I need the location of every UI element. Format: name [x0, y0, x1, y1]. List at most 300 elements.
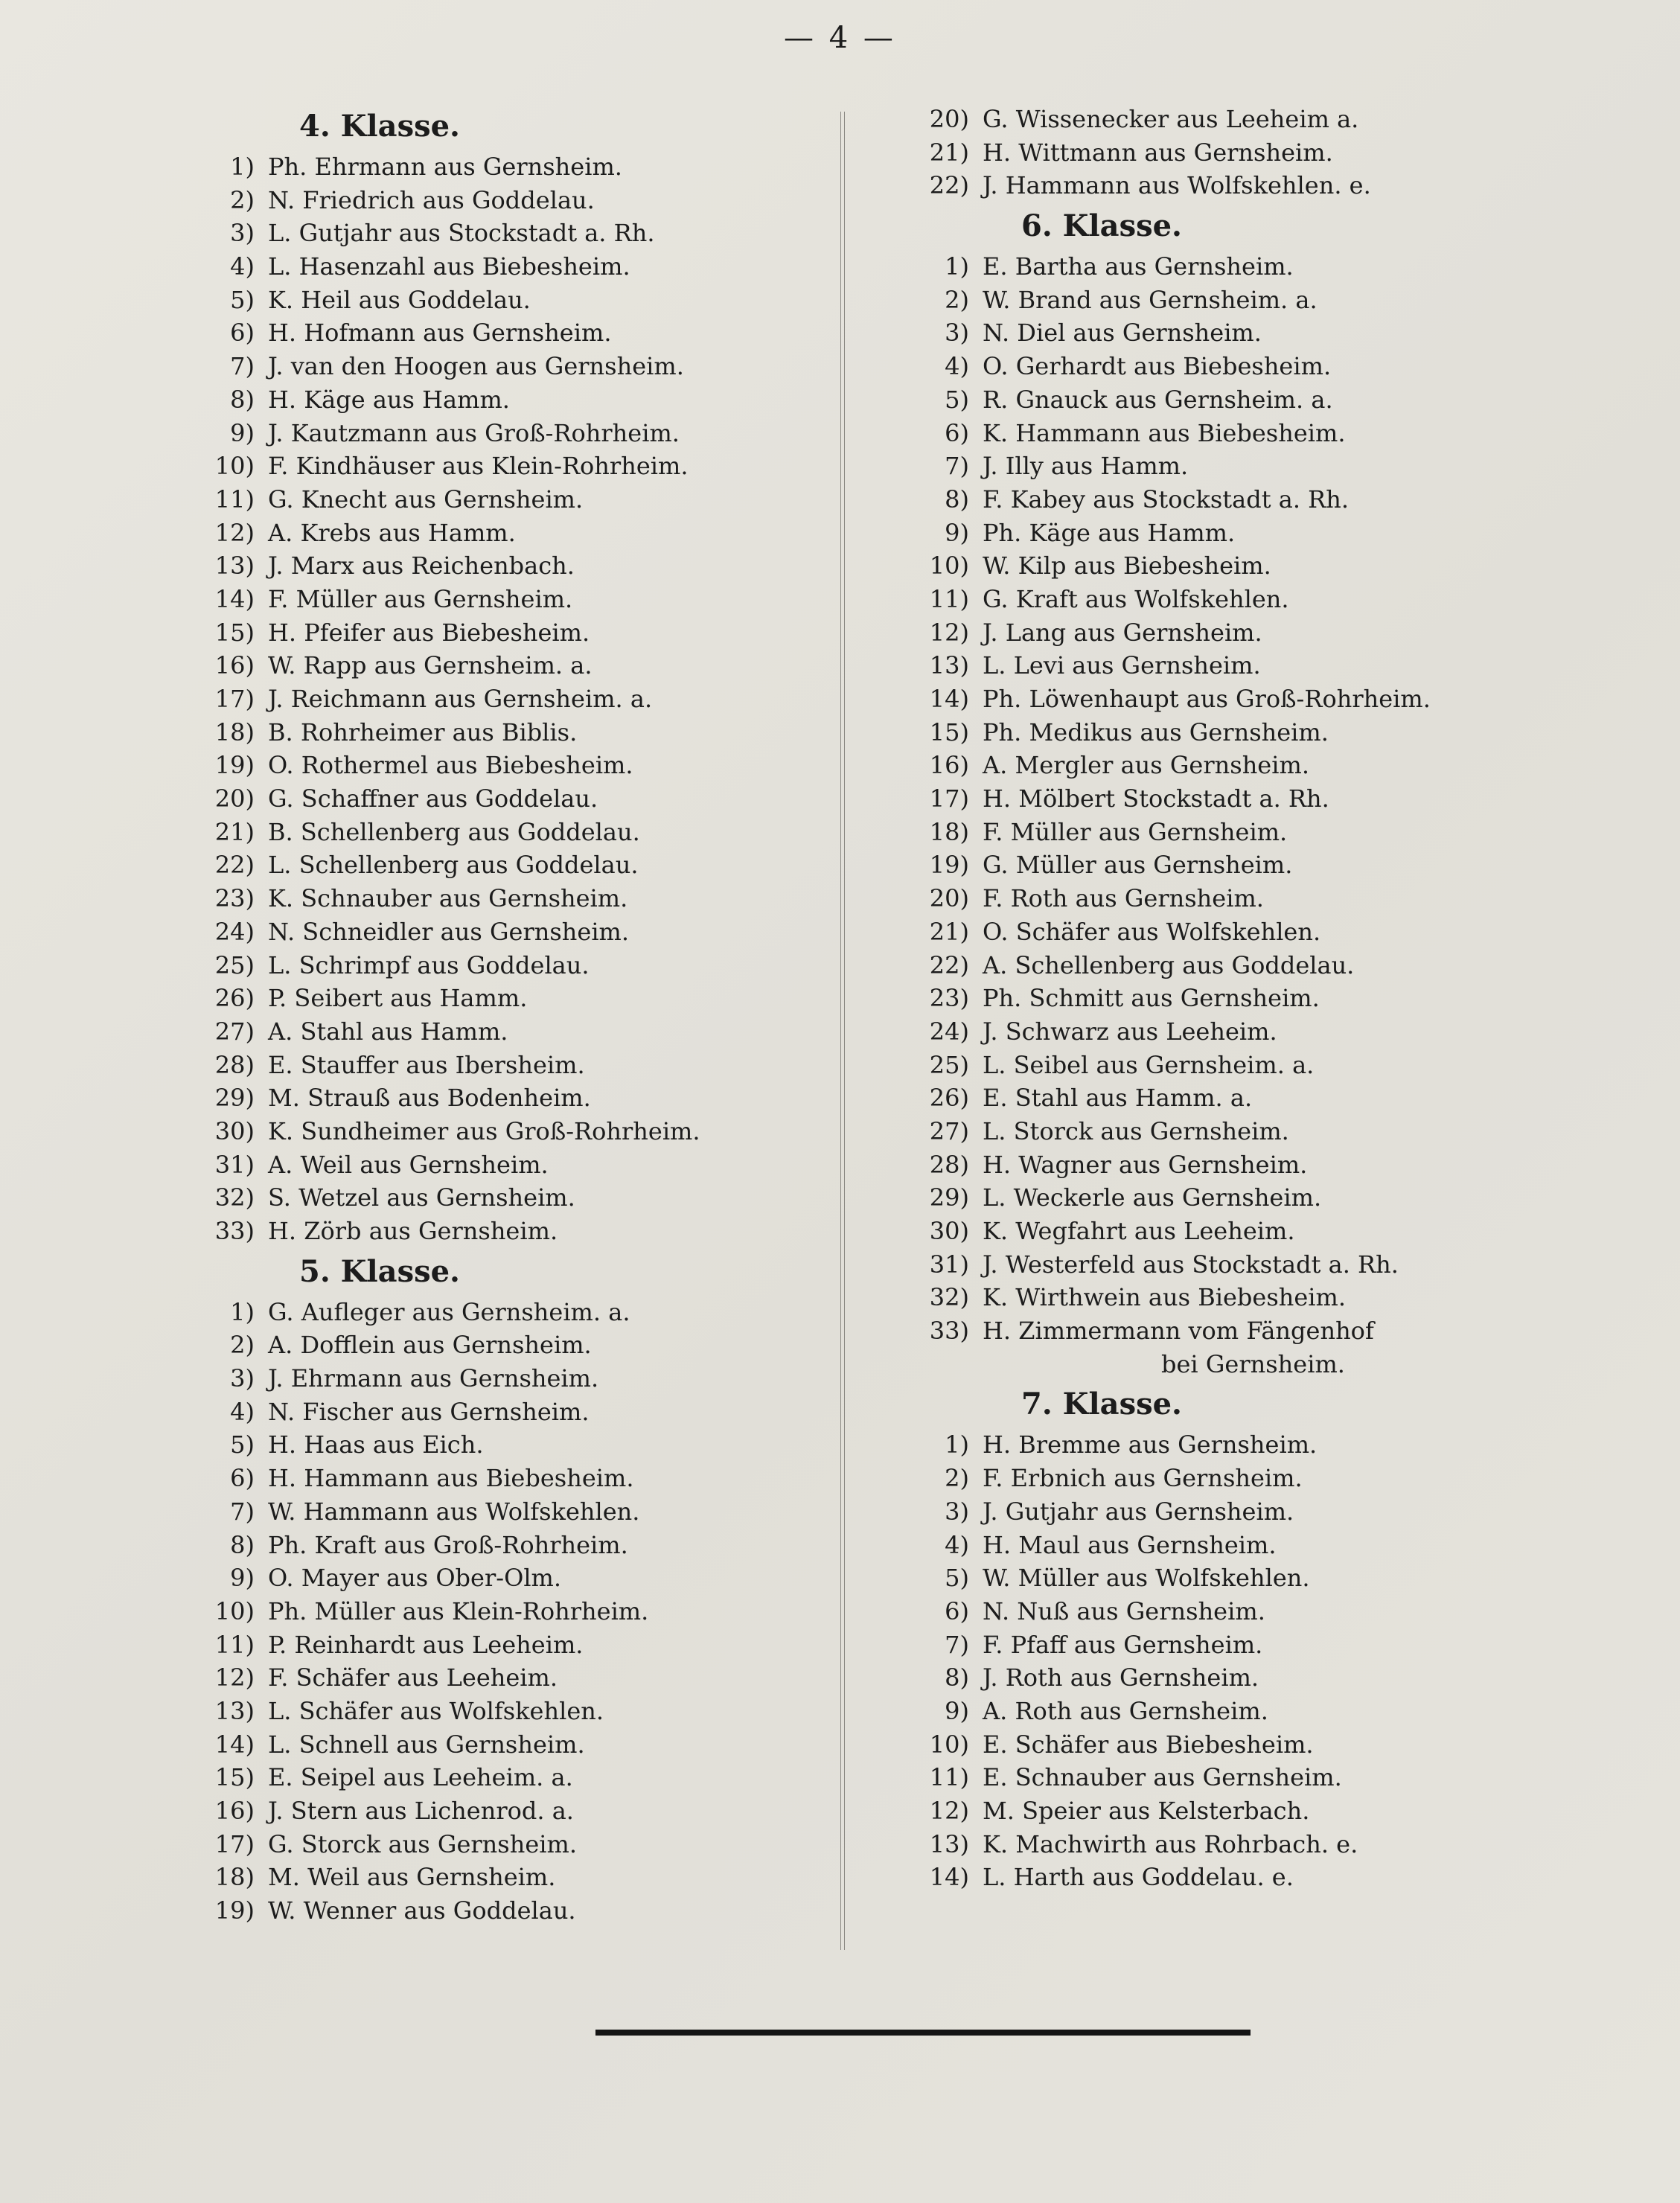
entry-number: 26) [214, 984, 255, 1013]
list-item [186, 1115, 782, 1148]
entry-name: P. Reinhardt aus Leeheim. [268, 1630, 584, 1659]
list-item [901, 1148, 1571, 1182]
entry-name: A. Krebs aus Hamm. [268, 518, 516, 547]
entry-name: J. Reichmann aus Gernsheim. a. [268, 685, 653, 713]
entry-name: F. Müller aus Gernsheim. [268, 584, 573, 613]
list-item [186, 749, 782, 782]
entry-name: A. Dofflein aus Gernsheim. [268, 1331, 592, 1360]
entry-name: N. Schneidler aus Gernsheim. [268, 917, 630, 946]
list-item [901, 1628, 1571, 1662]
list-item [901, 1049, 1571, 1082]
list-item [901, 250, 1571, 284]
list-klasse-4 [186, 150, 782, 1248]
entry-number: 12) [214, 1663, 255, 1692]
entry-name: S. Wetzel aus Gernsheim. [268, 1183, 575, 1212]
list-item [186, 1861, 782, 1894]
list-item [186, 1181, 782, 1215]
entry-name: L. Schnell aus Gernsheim. [268, 1730, 585, 1759]
entry-name: L. Harth aus Goddelau. e. [983, 1863, 1294, 1892]
list-klasse-5 [186, 1296, 782, 1928]
entry-name: W. Brand aus Gernsheim. a. [983, 285, 1318, 314]
entry-name: L. Levi aus Gernsheim. [983, 651, 1261, 680]
list-item [186, 949, 782, 982]
entry-number: 11) [929, 584, 969, 613]
list-item [186, 1015, 782, 1049]
entry-number: 7) [230, 1497, 255, 1526]
list-item [186, 1529, 782, 1562]
entry-number: 25) [929, 1050, 969, 1079]
list-item [901, 1529, 1571, 1562]
entry-name: J. Ehrmann aus Gernsheim. [268, 1364, 599, 1393]
entry-number: 10) [929, 1730, 969, 1759]
entry-number: 33) [929, 1317, 969, 1346]
list-item [186, 1296, 782, 1329]
entry-number: 8) [230, 1530, 255, 1559]
list-item [901, 450, 1571, 483]
entry-number: 20) [929, 105, 969, 133]
list-item-continuation [901, 1348, 1571, 1381]
entry-number: 3) [945, 319, 969, 348]
entry-number: 6) [230, 319, 255, 348]
list-item [186, 1049, 782, 1082]
entry-name: W. Wenner aus Goddelau. [268, 1896, 576, 1925]
entry-name: J. Gutjahr aus Gernsheim. [983, 1497, 1294, 1526]
list-item [186, 1628, 782, 1662]
entry-name: J. Hammann aus Wolfskehlen. e. [983, 171, 1371, 200]
entry-number: 11) [929, 1763, 969, 1792]
list-item [186, 1828, 782, 1861]
entry-name: E. Stauffer aus Ibersheim. [268, 1050, 585, 1079]
entry-number: 8) [945, 485, 969, 514]
entry-name: B. Rohrheimer aus Biblis. [268, 717, 578, 746]
entry-number: 9) [230, 418, 255, 447]
entry-name: G. Storck aus Gernsheim. [268, 1829, 577, 1858]
entry-number: 4) [230, 252, 255, 281]
list-item [901, 882, 1571, 915]
list-item [901, 1794, 1571, 1828]
list-item [901, 1495, 1571, 1529]
entry-number: 3) [230, 1364, 255, 1393]
entry-number: 5) [230, 285, 255, 314]
entry-number: 16) [929, 751, 969, 780]
list-item [186, 1595, 782, 1628]
entry-name: O. Rothermel aus Biebesheim. [268, 751, 633, 780]
entry-name: G. Kraft aus Wolfskehlen. [983, 584, 1289, 613]
entry-number: 21) [929, 917, 969, 946]
list-item [186, 583, 782, 616]
entry-name: J. Kautzmann aus Groß-Rohrheim. [268, 418, 680, 447]
entry-number: 29) [929, 1183, 969, 1212]
entry-number: 19) [214, 1896, 255, 1925]
entry-name: L. Hasenzahl aus Biebesheim. [268, 252, 630, 281]
entry-name: O. Mayer aus Ober-Olm. [268, 1564, 562, 1593]
entry-name: G. Schaffner aus Goddelau. [268, 784, 598, 813]
entry-number: 31) [214, 1150, 255, 1179]
list-item [186, 383, 782, 417]
column-divider [840, 112, 845, 1950]
entry-name: H. Hofmann aus Gernsheim. [268, 319, 612, 348]
entry-name: Ph. Löwenhaupt aus Groß-Rohrheim. [983, 685, 1431, 713]
list-item [186, 1495, 782, 1529]
entry-number: 19) [214, 751, 255, 780]
list-item [901, 1181, 1571, 1215]
list-item [901, 1081, 1571, 1115]
list-item [186, 1894, 782, 1928]
entry-number: 6) [945, 1596, 969, 1625]
list-item [901, 383, 1571, 417]
entry-number: 10) [214, 1596, 255, 1625]
list-item [901, 1861, 1571, 1894]
list-item [901, 417, 1571, 450]
entry-name: A. Mergler aus Gernsheim. [983, 751, 1309, 780]
list-item [901, 616, 1571, 650]
entry-number: 1) [945, 252, 969, 281]
entry-number: 28) [214, 1050, 255, 1079]
entry-number: 9) [230, 1564, 255, 1593]
entry-number: 11) [214, 485, 255, 514]
list-item [186, 848, 782, 882]
list-item [186, 1081, 782, 1115]
entry-number: 14) [929, 1863, 969, 1892]
entry-name: N. Fischer aus Gernsheim. [268, 1397, 590, 1426]
list-item [186, 1148, 782, 1182]
entry-number: 19) [929, 851, 969, 880]
entry-name: J. Stern aus Lichenrod. a. [268, 1797, 574, 1825]
entry-name: Ph. Käge aus Hamm. [983, 518, 1236, 547]
entry-number: 25) [214, 950, 255, 979]
list-item [901, 816, 1571, 849]
entry-number: 7) [945, 452, 969, 481]
entry-name: W. Kilp aus Biebesheim. [983, 551, 1271, 581]
entry-name: A. Roth aus Gernsheim. [983, 1696, 1268, 1725]
entry-name: E. Seipel aus Leeheim. a. [268, 1763, 573, 1792]
list-klasse-7 [901, 1428, 1571, 1894]
entry-name: N. Nuß aus Gernsheim. [983, 1596, 1265, 1625]
list-item [186, 417, 782, 450]
entry-name: Ph. Ehrmann aus Gernsheim. [268, 153, 622, 181]
list-item [901, 1015, 1571, 1049]
entry-name: G. Müller aus Gernsheim. [983, 851, 1293, 880]
entry-name: K. Wegfahrt aus Leeheim. [983, 1217, 1295, 1245]
right-column [901, 103, 1571, 1894]
entry-name: F. Schäfer aus Leeheim. [268, 1663, 558, 1692]
list-item [901, 103, 1571, 136]
list-item [901, 1595, 1571, 1628]
entry-name: H. Maul aus Gernsheim. [983, 1530, 1277, 1559]
entry-number: 2) [230, 185, 255, 214]
entry-name: L. Seibel aus Gernsheim. a. [983, 1050, 1315, 1079]
list-klasse-6 [901, 250, 1571, 1348]
entry-name: H. Haas aus Eich. [268, 1430, 484, 1459]
entry-name: H. Mölbert Stockstadt a. Rh. [983, 784, 1329, 813]
list-item [186, 1661, 782, 1695]
entry-number: 17) [929, 784, 969, 813]
entry-number: 18) [214, 1863, 255, 1892]
entry-number: 2) [230, 1331, 255, 1360]
entry-name: Ph. Schmitt aus Gernsheim. [983, 984, 1320, 1013]
entry-name: K. Sundheimer aus Groß-Rohrheim. [268, 1116, 700, 1145]
entry-number: 5) [945, 385, 969, 414]
entry-name: H. Bremme aus Gernsheim. [983, 1430, 1318, 1459]
entry-number: 5) [945, 1564, 969, 1593]
list-item [901, 583, 1571, 616]
entry-name: L. Schäfer aus Wolfskehlen. [268, 1696, 604, 1725]
entry-name: L. Storck aus Gernsheim. [983, 1116, 1289, 1145]
entry-number: 14) [214, 584, 255, 613]
entry-number: 32) [214, 1183, 255, 1212]
list-item [186, 649, 782, 682]
list-item [186, 150, 782, 184]
list-item [901, 949, 1571, 982]
list-item [186, 882, 782, 915]
entry-number: 12) [214, 518, 255, 547]
entry-name: B. Schellenberg aus Goddelau. [268, 817, 640, 846]
entry-name: W. Rapp aus Gernsheim. a. [268, 651, 593, 680]
entry-number: 33) [214, 1217, 255, 1245]
entry-number: 7) [230, 352, 255, 381]
entry-number: 20) [929, 884, 969, 913]
entry-number: 2) [945, 285, 969, 314]
list-item [186, 982, 782, 1015]
list-item [186, 1395, 782, 1429]
entry-name: P. Seibert aus Hamm. [268, 984, 528, 1013]
entry-name: K. Machwirth aus Rohrbach. e. [983, 1829, 1358, 1858]
list-item [901, 1215, 1571, 1248]
entry-name: O. Schäfer aus Wolfskehlen. [983, 917, 1321, 946]
entry-number: 15) [929, 717, 969, 746]
entry-number: 4) [945, 1530, 969, 1559]
entry-number: 30) [929, 1217, 969, 1245]
entry-number: 27) [214, 1017, 255, 1046]
entry-number: 22) [929, 950, 969, 979]
section-title-klasse-4: 4. Klasse. [299, 109, 460, 144]
entry-number: 8) [945, 1663, 969, 1692]
entry-name: A. Schellenberg aus Goddelau. [983, 950, 1355, 979]
entry-name: N. Diel aus Gernsheim. [983, 319, 1262, 348]
entry-name: E. Schäfer aus Biebesheim. [983, 1730, 1314, 1759]
list-item [186, 1761, 782, 1794]
entry-number: 16) [214, 651, 255, 680]
list-item [901, 284, 1571, 317]
list-item [901, 682, 1571, 716]
list-item [901, 1695, 1571, 1728]
entry-name: F. Müller aus Gernsheim. [983, 817, 1288, 846]
list-klasse-5-continued [901, 103, 1571, 202]
list-item [186, 1428, 782, 1462]
entry-name: N. Friedrich aus Goddelau. [268, 185, 595, 214]
entry-name: F. Roth aus Gernsheim. [983, 884, 1264, 913]
entry-name: L. Gutjahr aus Stockstadt a. Rh. [268, 219, 655, 248]
list-item [186, 1794, 782, 1828]
entry-number: 4) [945, 352, 969, 381]
list-item [186, 682, 782, 716]
entry-name: H. Zimmermann vom Fängenhof [983, 1317, 1374, 1346]
list-item [901, 848, 1571, 882]
entry-number: 24) [214, 917, 255, 946]
entry-number: 30) [214, 1116, 255, 1145]
list-item [186, 1362, 782, 1395]
entry-number: 26) [929, 1084, 969, 1113]
list-item [901, 350, 1571, 383]
list-item [186, 1561, 782, 1595]
entry-number: 27) [929, 1116, 969, 1145]
list-item [186, 184, 782, 217]
entry-name: F. Erbnich aus Gernsheim. [983, 1464, 1303, 1493]
entry-name: L. Weckerle aus Gernsheim. [983, 1183, 1322, 1212]
section-title-klasse-5: 5. Klasse. [299, 1253, 460, 1289]
list-item [901, 1248, 1571, 1282]
list-item [186, 250, 782, 284]
entry-number: 24) [929, 1017, 969, 1046]
entry-number: 7) [945, 1630, 969, 1659]
entry-number: 8) [230, 385, 255, 414]
list-item [901, 749, 1571, 782]
entry-number: 6) [230, 1464, 255, 1493]
entry-number: 29) [214, 1084, 255, 1113]
entry-name: L. Schellenberg aus Goddelau. [268, 851, 639, 880]
entry-number: 4) [230, 1397, 255, 1426]
entry-number: 23) [214, 884, 255, 913]
entry-number: 31) [929, 1250, 969, 1279]
entry-number: 15) [214, 1763, 255, 1792]
list-item [186, 316, 782, 350]
entry-name: J. Westerfeld aus Stockstadt a. Rh. [983, 1250, 1399, 1279]
entry-name: H. Wagner aus Gernsheim. [983, 1150, 1308, 1179]
entry-number: 9) [945, 1696, 969, 1725]
list-item [186, 217, 782, 250]
list-item [901, 915, 1571, 949]
entry-name: W. Müller aus Wolfskehlen. [983, 1564, 1310, 1593]
entry-name: K. Heil aus Goddelau. [268, 285, 531, 314]
entry-number: 3) [230, 219, 255, 248]
entry-number: 16) [214, 1797, 255, 1825]
list-item [901, 549, 1571, 583]
entry-name: E. Schnauber aus Gernsheim. [983, 1763, 1342, 1792]
list-item [186, 1695, 782, 1728]
entry-name: H. Wittmann aus Gernsheim. [983, 138, 1333, 167]
list-item [901, 649, 1571, 682]
list-item [901, 483, 1571, 517]
entry-name: K. Hammann aus Biebesheim. [983, 418, 1346, 447]
list-item [186, 284, 782, 317]
entry-name: W. Hammann aus Wolfskehlen. [268, 1497, 640, 1526]
entry-name: J. Roth aus Gernsheim. [983, 1663, 1259, 1692]
entry-name: E. Bartha aus Gernsheim. [983, 252, 1294, 281]
list-item [186, 1728, 782, 1762]
entry-number: 28) [929, 1150, 969, 1179]
entry-number: 11) [214, 1630, 255, 1659]
entry-name: M. Strauß aus Bodenheim. [268, 1084, 591, 1113]
entry-name: J. Marx aus Reichenbach. [268, 551, 575, 581]
entry-number: 1) [230, 153, 255, 181]
entry-name: H. Zörb aus Gernsheim. [268, 1217, 558, 1245]
entry-name: A. Stahl aus Hamm. [268, 1017, 508, 1046]
entry-number: 13) [929, 1829, 969, 1858]
list-item [186, 350, 782, 383]
list-item [901, 1761, 1571, 1794]
entry-name: K. Wirthwein aus Biebesheim. [983, 1283, 1347, 1312]
entry-name: M. Speier aus Kelsterbach. [983, 1797, 1310, 1825]
entry-number: 13) [214, 1696, 255, 1725]
entry-name: J. Illy aus Hamm. [983, 452, 1189, 481]
entry-number: 22) [929, 171, 969, 200]
entry-number: 10) [929, 551, 969, 581]
list-item [901, 1281, 1571, 1314]
entry-number: 2) [945, 1464, 969, 1493]
list-item [901, 517, 1571, 550]
list-item [186, 549, 782, 583]
entry-name: J. Lang aus Gernsheim. [983, 618, 1262, 647]
list-item [901, 1462, 1571, 1495]
section-title-klasse-7: 7. Klasse. [1021, 1387, 1182, 1422]
list-item [901, 982, 1571, 1015]
entry-name: E. Stahl aus Hamm. a. [983, 1084, 1253, 1113]
list-item [186, 1328, 782, 1362]
list-item [901, 1314, 1571, 1348]
list-item [901, 716, 1571, 749]
entry-number: 20) [214, 784, 255, 813]
entry-number: 32) [929, 1283, 969, 1312]
list-item [186, 450, 782, 483]
entry-name: J. Schwarz aus Leeheim. [983, 1017, 1277, 1046]
entry-number: 10) [214, 452, 255, 481]
list-item [901, 136, 1571, 170]
entry-number: 18) [214, 717, 255, 746]
entry-name: G. Wissenecker aus Leeheim a. [983, 105, 1359, 133]
entry-name: G. Aufleger aus Gernsheim. a. [268, 1297, 630, 1326]
entry-number: 6) [945, 418, 969, 447]
list-item [186, 616, 782, 650]
entry-number: 17) [214, 1829, 255, 1858]
list-item [901, 316, 1571, 350]
list-item [186, 782, 782, 816]
entry-number: 5) [230, 1430, 255, 1459]
entry-name: F. Pfaff aus Gernsheim. [983, 1630, 1263, 1659]
entry-name: M. Weil aus Gernsheim. [268, 1863, 556, 1892]
entry-number: 18) [929, 817, 969, 846]
entry-number: 14) [214, 1730, 255, 1759]
entry-name: L. Schrimpf aus Goddelau. [268, 950, 590, 979]
section-title-klasse-6: 6. Klasse. [1021, 208, 1182, 244]
entry-number: 14) [929, 685, 969, 713]
entry-continuation-text: bei Gernsheim. [1161, 1349, 1345, 1378]
entry-name: J. van den Hoogen aus Gernsheim. [268, 352, 684, 381]
list-item [901, 782, 1571, 816]
list-item [186, 1462, 782, 1495]
entry-name: H. Käge aus Hamm. [268, 385, 510, 414]
entry-name: A. Weil aus Gernsheim. [268, 1150, 549, 1179]
entry-number: 3) [945, 1497, 969, 1526]
entry-name: F. Kabey aus Stockstadt a. Rh. [983, 485, 1350, 514]
entry-name: H. Hammann aus Biebesheim. [268, 1464, 634, 1493]
page-number: — 4 — [784, 21, 896, 55]
list-item [901, 169, 1571, 202]
entry-number: 1) [945, 1430, 969, 1459]
entry-number: 22) [214, 851, 255, 880]
entry-name: R. Gnauck aus Gernsheim. a. [983, 385, 1333, 414]
list-item [901, 1428, 1571, 1462]
entry-name: Ph. Medikus aus Gernsheim. [983, 717, 1329, 746]
bottom-rule [595, 2030, 1251, 2036]
entry-number: 12) [929, 618, 969, 647]
entry-number: 12) [929, 1797, 969, 1825]
entry-number: 15) [214, 618, 255, 647]
entry-number: 9) [945, 518, 969, 547]
entry-number: 1) [230, 1297, 255, 1326]
entry-name: K. Schnauber aus Gernsheim. [268, 884, 628, 913]
left-column [186, 103, 782, 1928]
entry-number: 13) [214, 551, 255, 581]
